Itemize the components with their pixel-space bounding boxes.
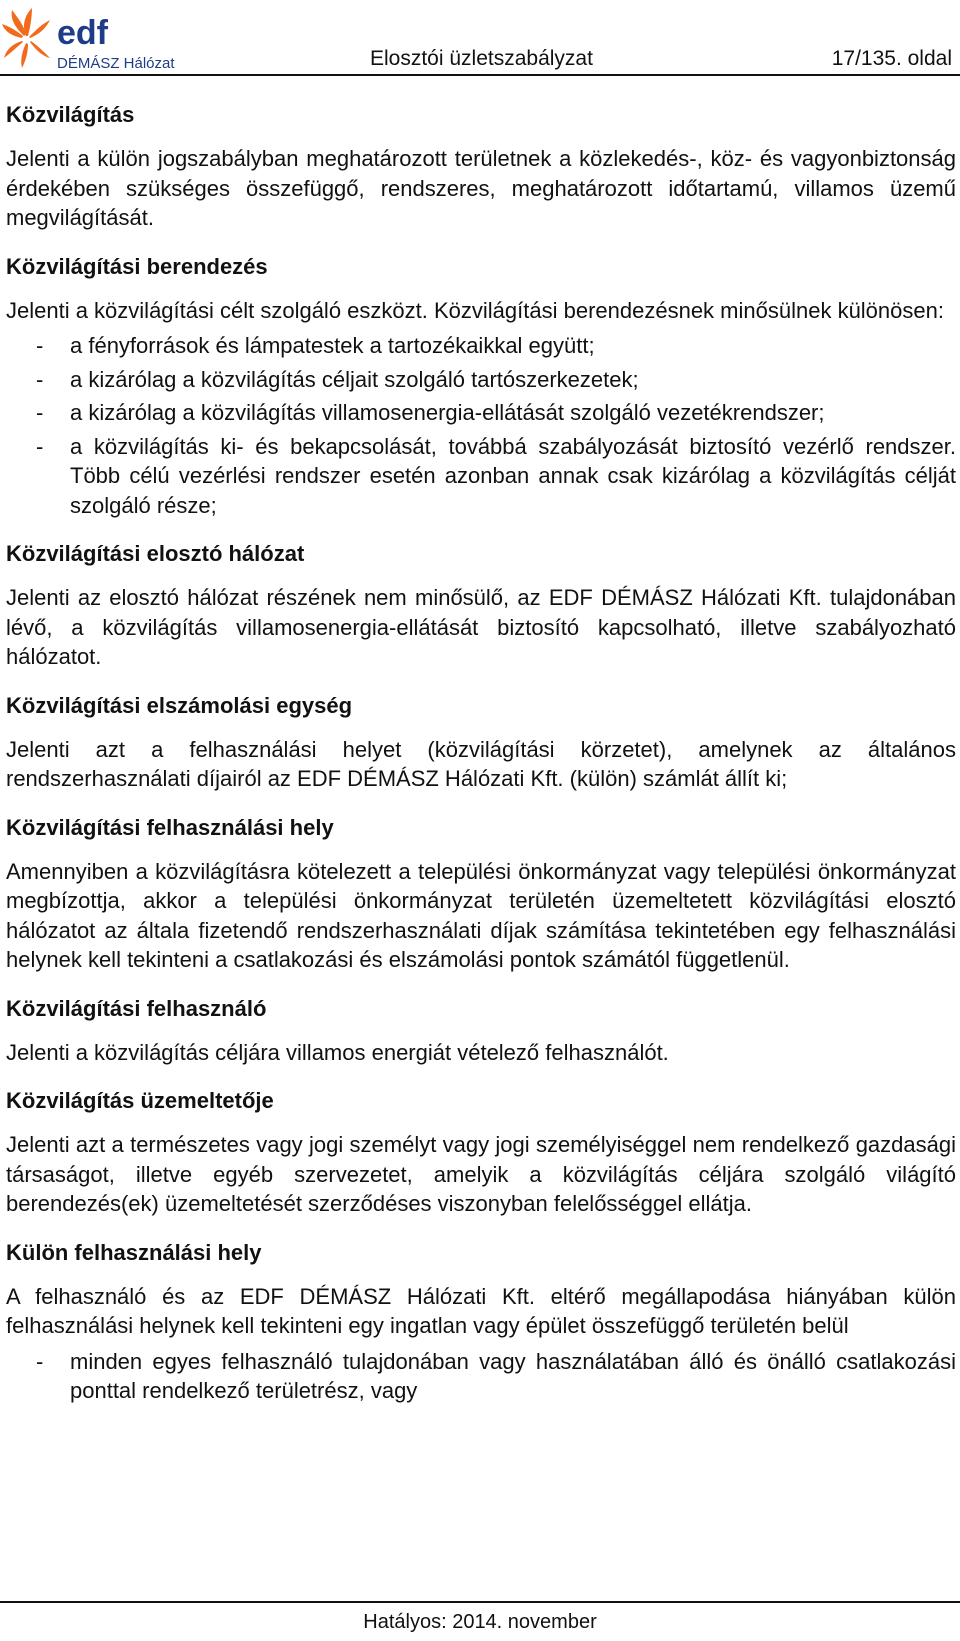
section-kozvilagitasi-felhasznalo bbox=[6, 994, 956, 1068]
section-paragraph: Jelenti azt a felhasználási helyet (közvilágítási körzetet), amelynek az általános rendszerhasználati díjairól az EDF DÉMÁSZ Hálózati Kft. (külön) számlát állít ki; bbox=[6, 736, 956, 791]
dash-marker: - bbox=[36, 1348, 44, 1374]
edf-logo-icon bbox=[2, 6, 192, 72]
footer-divider bbox=[0, 1601, 960, 1603]
page-header bbox=[0, 0, 960, 76]
section-paragraph: A felhasználó és az EDF DÉMÁSZ Hálózati Kft. eltérő megállapodása hiányában külön felhasználási helynek kell tekinteni egy ingatlan vagy épület összefüggő területén belül bbox=[6, 1283, 956, 1338]
document-body bbox=[6, 100, 956, 1425]
section-kulon-felhasznalasi-hely bbox=[6, 1238, 956, 1406]
dash-marker: - bbox=[36, 366, 44, 392]
logo-subtitle-text: DÉMÁSZ Hálózat bbox=[57, 55, 175, 72]
section-paragraph: Jelenti az elosztó hálózat részének nem minősülő, az EDF DÉMÁSZ Hálózati Kft. tulajdonában lévő, a közvilágítás villamosenergia-ellátását biztosító kapcsolható, illetve szabályozható hálózatot. bbox=[6, 585, 956, 669]
section-paragraph: Jelenti azt a természetes vagy jogi személyt vagy jogi személyiséggel nem rendelkező gazdasági társaságot, illetve egyéb szervezetet, amelyik a közvilágítás céljára szolgáló világító berendezés(ek) üzemeltetését szerződéses viszonyban felelősséggel ellátja. bbox=[6, 1132, 956, 1216]
section-title: Közvilágítási felhasználási hely bbox=[6, 814, 334, 840]
section-paragraph bbox=[6, 296, 956, 326]
edf-demasz-logo bbox=[2, 6, 192, 72]
document-title: Elosztói üzletszabályzat bbox=[370, 47, 593, 70]
list-item bbox=[6, 398, 956, 428]
dash-marker: - bbox=[36, 400, 44, 425]
footer-effective-date: Hatályos: 2014. november bbox=[363, 1611, 597, 1633]
logo-brand-text: edf bbox=[57, 14, 108, 52]
list-item-text: minden egyes felhasználó tulajdonában vagy használatában álló és önálló csatlakozási ponttal rendelkező területrész, vagy bbox=[70, 1348, 956, 1403]
section-title: Közvilágítási elosztó hálózat bbox=[6, 541, 305, 566]
header-divider bbox=[0, 74, 960, 76]
list-item-text: a fényforrások és lámpatestek a tartozékaikkal együtt; bbox=[70, 333, 595, 358]
list-item-text: a közvilágítás ki- és bekapcsolását, továbbá szabályozását biztosító vezérlő rendszer. Több célú vezérlési rendszer esetén azonban annak csak kizárólag a közvilágítás célját szolgáló része; bbox=[70, 433, 956, 518]
paragraph-sentence: Közvilágítási berendezésnek minősülnek különösen: bbox=[434, 297, 944, 323]
section-paragraph: Amennyiben a közvilágításra kötelezett a települési önkormányzat vagy települési önkormányzat megbízottja, akkor a települési önkormányzat területén üzemeltetett közvilágítási elosztó hálózatot az általa fizetendő rendszerhasználati díjak számítása tekintetében egy felhasználási helynek kell tekinteni a csatlakozási és elszámolási pontok számától függetlenül. bbox=[6, 858, 956, 972]
section-title: Közvilágítási elszámolási egység bbox=[6, 692, 353, 718]
paragraph-sentence: Jelenti a közvilágítási célt szolgáló eszközt. bbox=[6, 297, 428, 323]
dash-marker: - bbox=[36, 333, 44, 358]
section-kozvilagitasi-elszamolasi-egyseg bbox=[6, 691, 956, 794]
page-number: 17/135. oldal bbox=[831, 47, 952, 70]
section-title: Közvilágítás bbox=[6, 102, 135, 127]
section-title: Külön felhasználási hely bbox=[6, 1239, 262, 1265]
section-kozvilagitasi-eloszto-halozat bbox=[6, 539, 956, 672]
list-item bbox=[6, 365, 956, 395]
section-kozvilagitasi-felhasznalasi-hely bbox=[6, 813, 956, 975]
section-kozvilagitas bbox=[6, 100, 956, 233]
section-title: Közvilágítási felhasználó bbox=[6, 995, 267, 1021]
list-item bbox=[6, 331, 956, 361]
section-paragraph: Jelenti a közvilágítás céljára villamos energiát vételező felhasználót. bbox=[6, 1039, 669, 1065]
section-paragraph: Jelenti a külön jogszabályban meghatározott területnek a közlekedés-, köz- és vagyonbiztonság érdekében szükséges összefüggő, rendszeres, meghatározott időtartamú, villamos üzemű megvilágítását. bbox=[6, 146, 956, 230]
bullet-list bbox=[6, 331, 956, 520]
list-item bbox=[6, 1347, 956, 1406]
bullet-list bbox=[6, 1347, 956, 1406]
list-item-text: a kizárólag a közvilágítás céljait szolgáló tartószerkezetek; bbox=[70, 366, 639, 392]
dash-marker: - bbox=[36, 433, 44, 459]
section-title: Közvilágítás üzemeltetője bbox=[6, 1088, 274, 1113]
list-item bbox=[6, 432, 956, 521]
section-kozvilagitas-uzemeltetoje bbox=[6, 1086, 956, 1219]
section-kozvilagitasi-berendezes bbox=[6, 252, 956, 521]
section-title: Közvilágítási berendezés bbox=[6, 253, 268, 279]
list-item-text: a kizárólag a közvilágítás villamosenergia-ellátását szolgáló vezetékrendszer; bbox=[70, 400, 825, 425]
